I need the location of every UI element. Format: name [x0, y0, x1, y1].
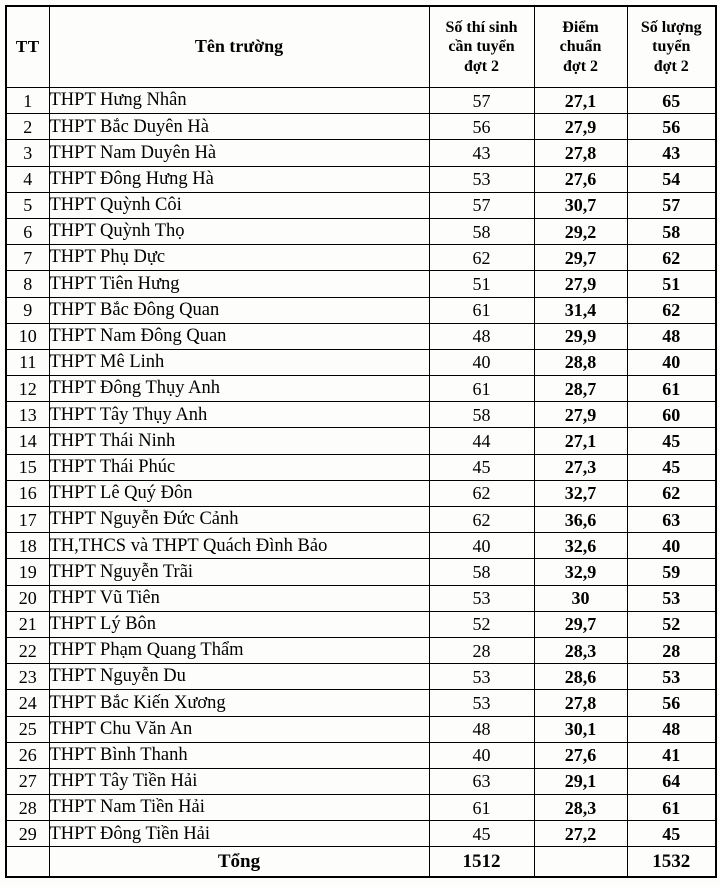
- benchmark-score-cell: 29,9: [534, 323, 627, 349]
- benchmark-score-cell: 32,7: [534, 480, 627, 506]
- school-name-cell: THPT Thái Phúc: [49, 454, 429, 480]
- table-footer: [6, 847, 716, 877]
- table-row: [6, 716, 716, 742]
- row-index-cell: 22: [6, 637, 49, 663]
- admission-quota-cell: 62: [627, 297, 716, 323]
- benchmark-score-cell: 28,8: [534, 349, 627, 375]
- benchmark-score-cell: 30,7: [534, 192, 627, 218]
- benchmark-score-cell: 27,9: [534, 402, 627, 428]
- row-index-cell: 29: [6, 821, 49, 847]
- needed-candidates-cell: 58: [429, 218, 534, 244]
- admission-quota-cell: 48: [627, 323, 716, 349]
- school-name-cell: THPT Lê Quý Đôn: [49, 480, 429, 506]
- table-row: [6, 611, 716, 637]
- needed-candidates-cell: 62: [429, 507, 534, 533]
- row-index-cell: 4: [6, 166, 49, 192]
- school-name-cell: TH,THCS và THPT Quách Đình Bảo: [49, 533, 429, 559]
- needed-candidates-cell: 52: [429, 611, 534, 637]
- admission-quota-cell: 60: [627, 402, 716, 428]
- column-header-quota-line-1: Số lượng: [640, 18, 702, 36]
- table-row: [6, 297, 716, 323]
- row-index-cell: 24: [6, 690, 49, 716]
- table-row: [6, 742, 716, 768]
- needed-candidates-cell: 48: [429, 716, 534, 742]
- row-index-cell: 3: [6, 140, 49, 166]
- row-index-cell: 12: [6, 376, 49, 402]
- row-index-cell: 1: [6, 88, 49, 114]
- table-header: [6, 6, 716, 88]
- table-row: [6, 166, 716, 192]
- needed-candidates-cell: 28: [429, 637, 534, 663]
- needed-candidates-cell: 62: [429, 245, 534, 271]
- benchmark-score-cell: 27,8: [534, 140, 627, 166]
- column-header-name: Tên trường: [49, 6, 429, 88]
- row-index-cell: 11: [6, 349, 49, 375]
- needed-candidates-cell: 61: [429, 297, 534, 323]
- table-row: [6, 88, 716, 114]
- needed-candidates-cell: 57: [429, 88, 534, 114]
- needed-candidates-cell: 45: [429, 454, 534, 480]
- admission-quota-cell: 51: [627, 271, 716, 297]
- needed-candidates-cell: 63: [429, 768, 534, 794]
- school-name-cell: THPT Nam Duyên Hà: [49, 140, 429, 166]
- benchmark-score-cell: 28,3: [534, 637, 627, 663]
- admission-quota-cell: 61: [627, 376, 716, 402]
- school-name-cell: THPT Đông Hưng Hà: [49, 166, 429, 192]
- school-name-cell: THPT Tiên Hưng: [49, 271, 429, 297]
- admission-quota-cell: 64: [627, 768, 716, 794]
- benchmark-score-cell: 27,1: [534, 428, 627, 454]
- total-need-cell: 1512: [429, 847, 534, 877]
- total-row: [6, 847, 716, 877]
- needed-candidates-cell: 58: [429, 402, 534, 428]
- school-name-cell: THPT Hưng Nhân: [49, 88, 429, 114]
- column-header-tt: TT: [6, 6, 49, 88]
- column-header-need: [429, 6, 534, 88]
- benchmark-score-cell: 32,6: [534, 533, 627, 559]
- admission-quota-cell: 28: [627, 637, 716, 663]
- table-row: [6, 768, 716, 794]
- table-row: [6, 664, 716, 690]
- column-header-quota-line-3: đợt 2: [653, 57, 689, 75]
- school-name-cell: THPT Đông Thụy Anh: [49, 376, 429, 402]
- needed-candidates-cell: 61: [429, 795, 534, 821]
- admission-quota-cell: 54: [627, 166, 716, 192]
- admission-quota-cell: 61: [627, 795, 716, 821]
- school-name-cell: THPT Phạm Quang Thẩm: [49, 637, 429, 663]
- table-row: [6, 192, 716, 218]
- table-body: [6, 88, 716, 847]
- admission-quota-cell: 58: [627, 218, 716, 244]
- admissions-table: [5, 5, 717, 878]
- column-header-score: [534, 6, 627, 88]
- admission-quota-cell: 40: [627, 349, 716, 375]
- header-row: [6, 6, 716, 88]
- school-name-cell: THPT Nam Đông Quan: [49, 323, 429, 349]
- table-row: [6, 637, 716, 663]
- row-index-cell: 10: [6, 323, 49, 349]
- table-row: [6, 585, 716, 611]
- column-header-quota: [627, 6, 716, 88]
- column-header-score-line-1: Điểm: [562, 18, 599, 36]
- needed-candidates-cell: 53: [429, 664, 534, 690]
- table-row: [6, 349, 716, 375]
- column-header-need-line-3: đợt 2: [463, 57, 500, 75]
- admission-quota-cell: 53: [627, 664, 716, 690]
- school-name-cell: THPT Lý Bôn: [49, 611, 429, 637]
- needed-candidates-cell: 40: [429, 349, 534, 375]
- needed-candidates-cell: 57: [429, 192, 534, 218]
- school-name-cell: THPT Đông Tiền Hải: [49, 821, 429, 847]
- benchmark-score-cell: 30,1: [534, 716, 627, 742]
- school-name-cell: THPT Thái Ninh: [49, 428, 429, 454]
- needed-candidates-cell: 48: [429, 323, 534, 349]
- admission-quota-cell: 45: [627, 454, 716, 480]
- table-row: [6, 428, 716, 454]
- benchmark-score-cell: 29,7: [534, 611, 627, 637]
- school-name-cell: THPT Bắc Kiến Xương: [49, 690, 429, 716]
- row-index-cell: 9: [6, 297, 49, 323]
- school-name-cell: THPT Vũ Tiên: [49, 585, 429, 611]
- benchmark-score-cell: 30: [534, 585, 627, 611]
- row-index-cell: 26: [6, 742, 49, 768]
- school-name-cell: THPT Nguyễn Trãi: [49, 559, 429, 585]
- needed-candidates-cell: 43: [429, 140, 534, 166]
- total-quota-cell: 1532: [627, 847, 716, 877]
- school-name-cell: THPT Tây Thụy Anh: [49, 402, 429, 428]
- needed-candidates-cell: 56: [429, 114, 534, 140]
- row-index-cell: 13: [6, 402, 49, 428]
- admission-quota-cell: 65: [627, 88, 716, 114]
- column-header-score-line-3: đợt 2: [562, 57, 599, 75]
- school-name-cell: THPT Mê Linh: [49, 349, 429, 375]
- needed-candidates-cell: 61: [429, 376, 534, 402]
- row-index-cell: 6: [6, 218, 49, 244]
- admission-quota-cell: 45: [627, 821, 716, 847]
- school-name-cell: THPT Bắc Duyên Hà: [49, 114, 429, 140]
- school-name-cell: THPT Quỳnh Côi: [49, 192, 429, 218]
- table-row: [6, 402, 716, 428]
- table-row: [6, 271, 716, 297]
- benchmark-score-cell: 27,3: [534, 454, 627, 480]
- admission-quota-cell: 48: [627, 716, 716, 742]
- needed-candidates-cell: 53: [429, 585, 534, 611]
- school-name-cell: THPT Quỳnh Thọ: [49, 218, 429, 244]
- needed-candidates-cell: 40: [429, 533, 534, 559]
- row-index-cell: 23: [6, 664, 49, 690]
- admission-quota-cell: 59: [627, 559, 716, 585]
- benchmark-score-cell: 31,4: [534, 297, 627, 323]
- needed-candidates-cell: 53: [429, 690, 534, 716]
- benchmark-score-cell: 27,9: [534, 271, 627, 297]
- table-row: [6, 218, 716, 244]
- row-index-cell: 21: [6, 611, 49, 637]
- row-index-cell: 25: [6, 716, 49, 742]
- admission-quota-cell: 53: [627, 585, 716, 611]
- benchmark-score-cell: 32,9: [534, 559, 627, 585]
- school-name-cell: THPT Chu Văn An: [49, 716, 429, 742]
- benchmark-score-cell: 27,1: [534, 88, 627, 114]
- table-row: [6, 480, 716, 506]
- row-index-cell: 2: [6, 114, 49, 140]
- needed-candidates-cell: 58: [429, 559, 534, 585]
- table-row: [6, 245, 716, 271]
- benchmark-score-cell: 29,2: [534, 218, 627, 244]
- row-index-cell: 17: [6, 507, 49, 533]
- table-row: [6, 140, 716, 166]
- benchmark-score-cell: 27,2: [534, 821, 627, 847]
- total-tt-cell: [6, 847, 49, 877]
- table-row: [6, 376, 716, 402]
- table-row: [6, 821, 716, 847]
- table-row: [6, 795, 716, 821]
- row-index-cell: 15: [6, 454, 49, 480]
- table-row: [6, 690, 716, 716]
- benchmark-score-cell: 27,6: [534, 742, 627, 768]
- admission-quota-cell: 45: [627, 428, 716, 454]
- school-name-cell: THPT Bình Thanh: [49, 742, 429, 768]
- needed-candidates-cell: 40: [429, 742, 534, 768]
- column-header-need-line-1: Số thí sinh: [445, 18, 518, 36]
- admission-quota-cell: 41: [627, 742, 716, 768]
- benchmark-score-cell: 28,3: [534, 795, 627, 821]
- admission-quota-cell: 52: [627, 611, 716, 637]
- row-index-cell: 18: [6, 533, 49, 559]
- benchmark-score-cell: 27,8: [534, 690, 627, 716]
- table-row: [6, 323, 716, 349]
- needed-candidates-cell: 62: [429, 480, 534, 506]
- benchmark-score-cell: 27,6: [534, 166, 627, 192]
- school-name-cell: THPT Nguyễn Đức Cảnh: [49, 507, 429, 533]
- column-header-score-line-2: chuẩn: [559, 38, 602, 56]
- admission-quota-cell: 63: [627, 507, 716, 533]
- school-name-cell: THPT Bắc Đông Quan: [49, 297, 429, 323]
- total-score-cell: [534, 847, 627, 877]
- row-index-cell: 16: [6, 480, 49, 506]
- benchmark-score-cell: 29,7: [534, 245, 627, 271]
- column-header-need-line-2: cần tuyển: [448, 38, 515, 56]
- row-index-cell: 27: [6, 768, 49, 794]
- admission-quota-cell: 56: [627, 690, 716, 716]
- admission-quota-cell: 62: [627, 480, 716, 506]
- row-index-cell: 20: [6, 585, 49, 611]
- table-row: [6, 114, 716, 140]
- table-row: [6, 559, 716, 585]
- admission-quota-cell: 56: [627, 114, 716, 140]
- benchmark-score-cell: 28,7: [534, 376, 627, 402]
- column-header-quota-line-2: tuyển: [652, 38, 691, 56]
- benchmark-score-cell: 29,1: [534, 768, 627, 794]
- row-index-cell: 5: [6, 192, 49, 218]
- row-index-cell: 8: [6, 271, 49, 297]
- row-index-cell: 28: [6, 795, 49, 821]
- table-row: [6, 533, 716, 559]
- benchmark-score-cell: 28,6: [534, 664, 627, 690]
- row-index-cell: 19: [6, 559, 49, 585]
- school-name-cell: THPT Nguyễn Du: [49, 664, 429, 690]
- table-row: [6, 507, 716, 533]
- admission-quota-cell: 40: [627, 533, 716, 559]
- admission-quota-cell: 62: [627, 245, 716, 271]
- row-index-cell: 7: [6, 245, 49, 271]
- total-label-cell: Tổng: [49, 847, 429, 877]
- row-index-cell: 14: [6, 428, 49, 454]
- table-row: [6, 454, 716, 480]
- needed-candidates-cell: 45: [429, 821, 534, 847]
- school-name-cell: THPT Phụ Dực: [49, 245, 429, 271]
- school-name-cell: THPT Tây Tiền Hải: [49, 768, 429, 794]
- benchmark-score-cell: 36,6: [534, 507, 627, 533]
- needed-candidates-cell: 53: [429, 166, 534, 192]
- needed-candidates-cell: 51: [429, 271, 534, 297]
- needed-candidates-cell: 44: [429, 428, 534, 454]
- admission-quota-cell: 57: [627, 192, 716, 218]
- school-name-cell: THPT Nam Tiền Hải: [49, 795, 429, 821]
- admission-quota-cell: 43: [627, 140, 716, 166]
- benchmark-score-cell: 27,9: [534, 114, 627, 140]
